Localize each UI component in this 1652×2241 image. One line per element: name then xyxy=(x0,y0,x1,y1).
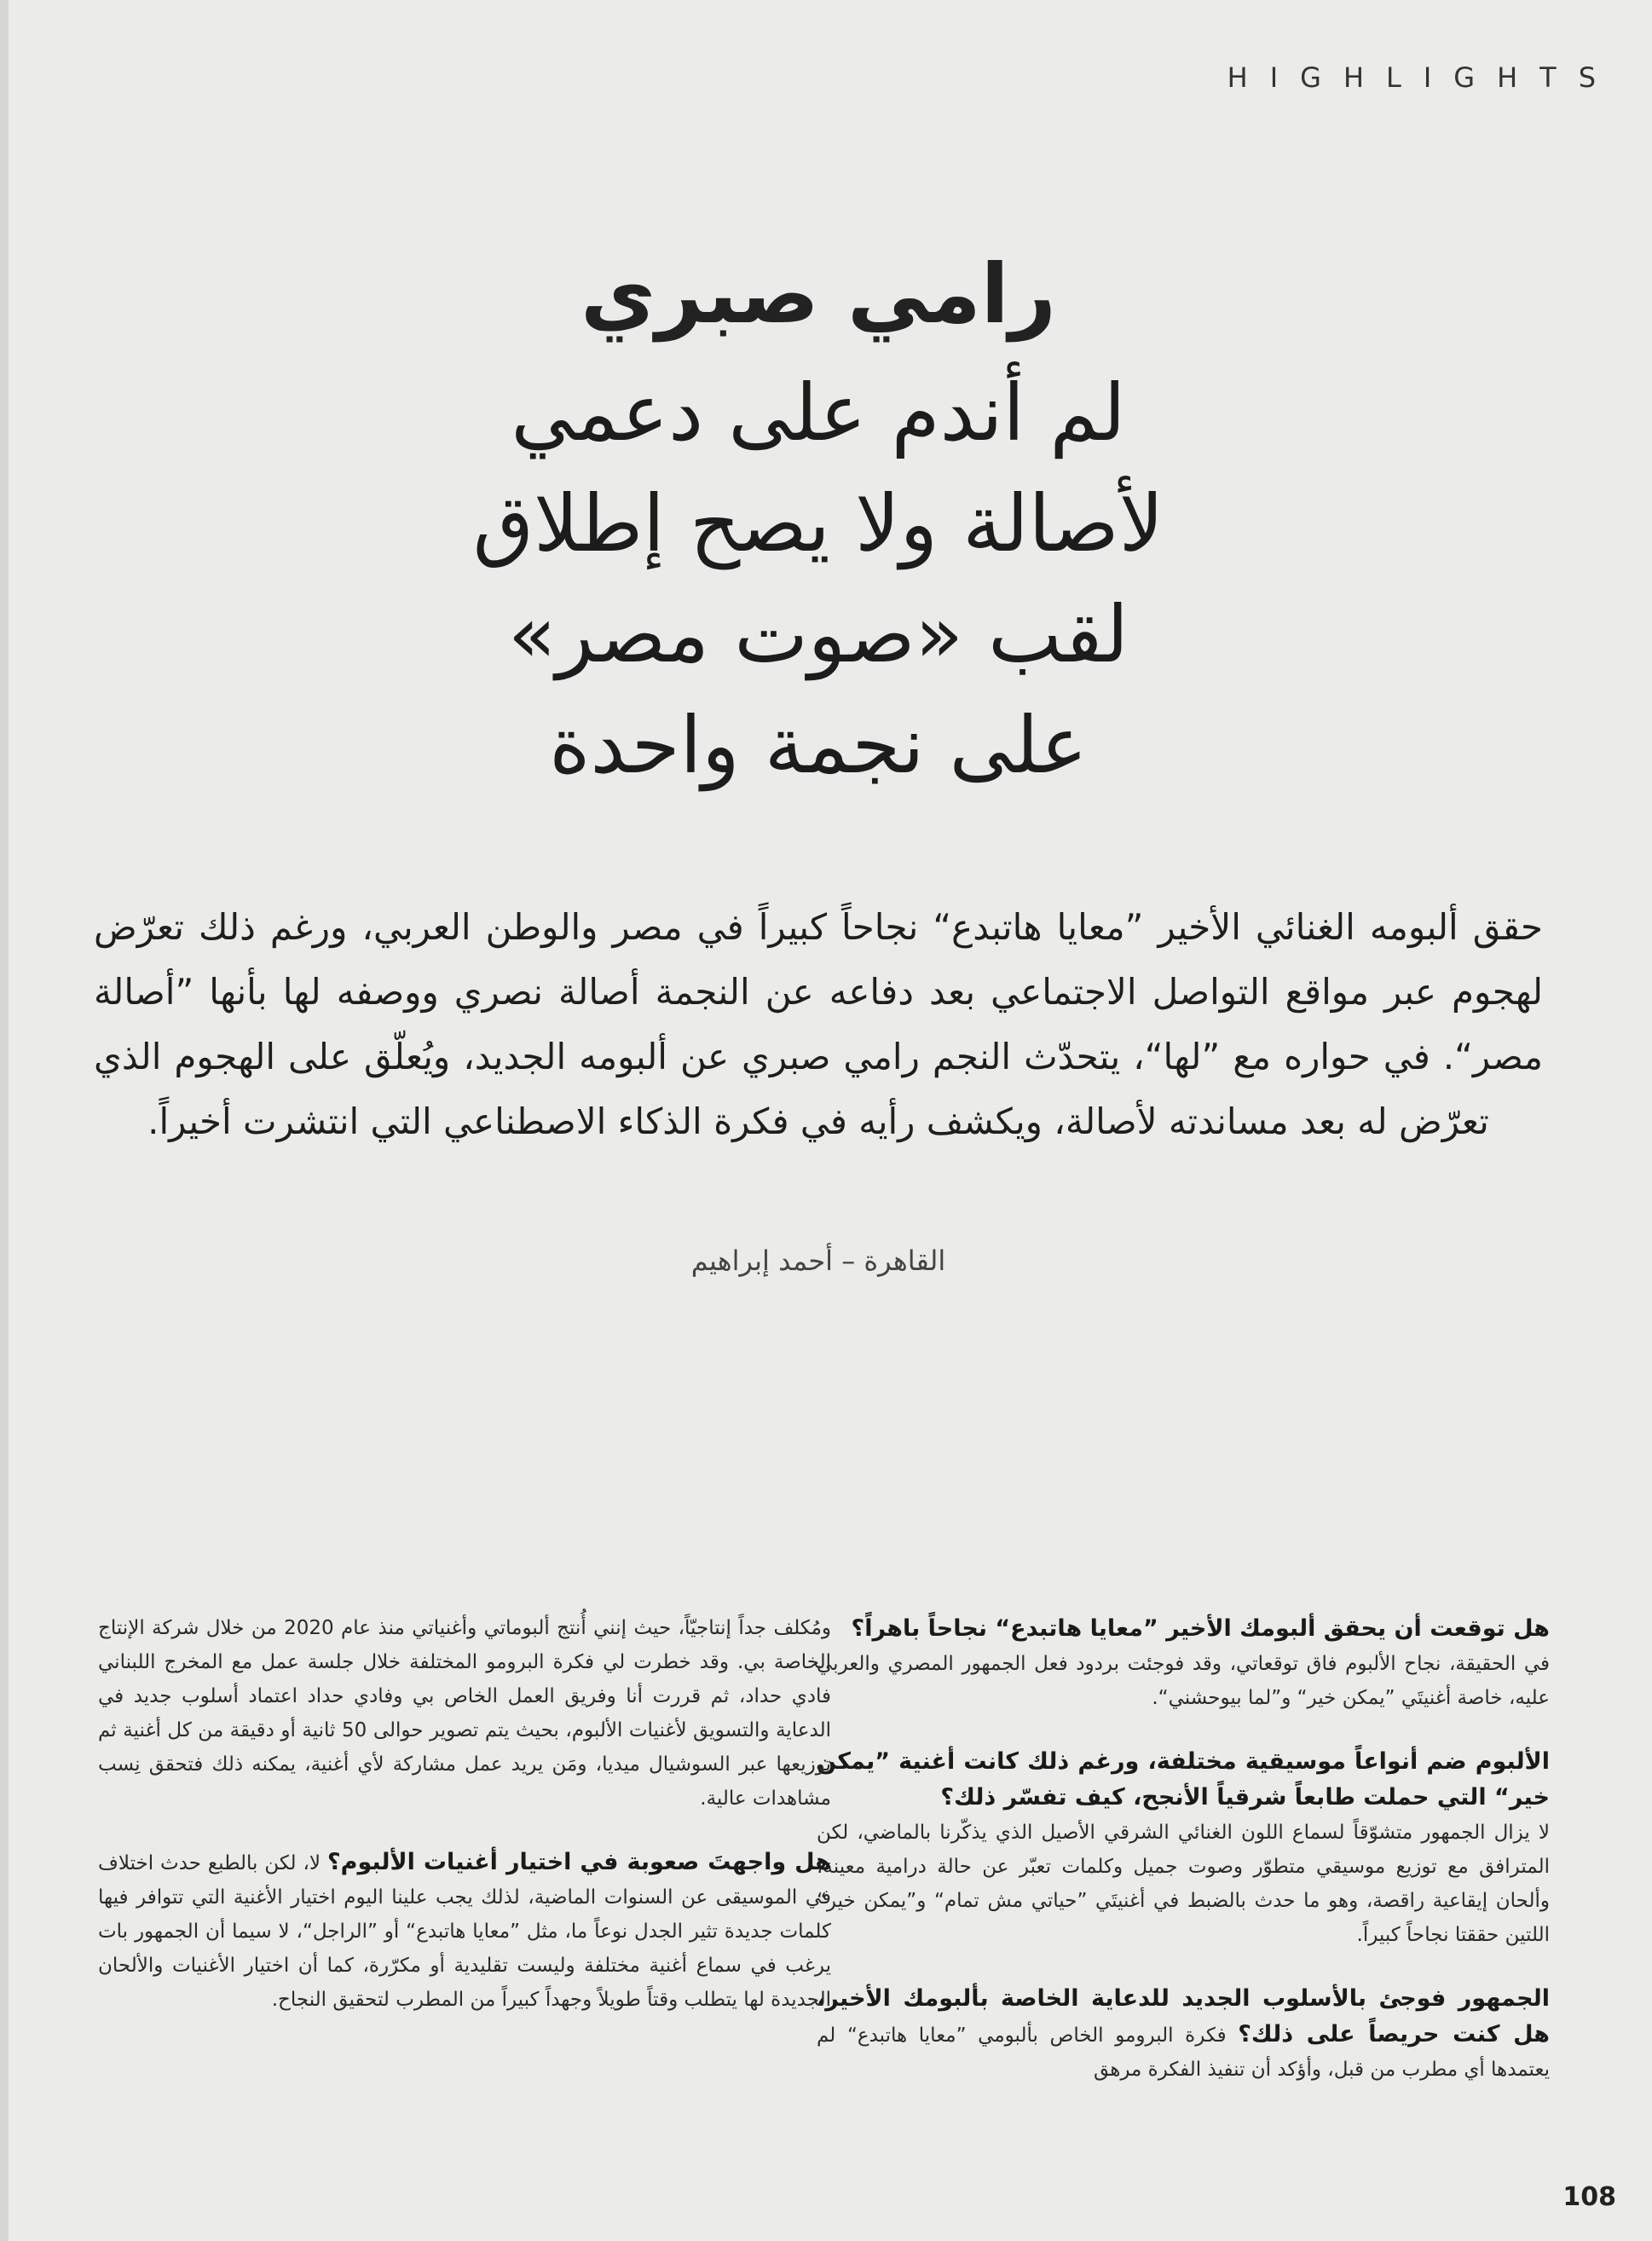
qa-block xyxy=(98,1845,831,2017)
qa-block xyxy=(817,1611,1550,1715)
article-column-left xyxy=(98,1611,831,2046)
page-edge xyxy=(0,0,9,2241)
question: الجمهور فوجئ بالأسلوب الجديد للدعاية الخاصة بألبومك الأخير، هل كنت حريصاً على ذلك؟ xyxy=(817,1985,1550,2048)
question: الألبوم ضم أنواعاً موسيقية مختلفة، ورغم ذلك كانت أغنية ”يمكن خير“ التي حملت طابعاً شرقياً الأنجح، كيف تفسّر ذلك؟ xyxy=(817,1748,1550,1811)
headline-name: رامي صبري xyxy=(581,246,1056,342)
answer: ومُكلف جداً إنتاجيّاً، حيث إنني أُنتج ألبوماتي وأغنياتي منذ عام 2020 من خلال شركة الإنتاج الخاصة بي. وقد خطرت لي فكرة البرومو المختلفة خلال جلسة عمل مع المخرج اللبناني فادي حداد، ثم قررت أنا وفريق العمل الخاص بي وفادي حداد اعتماد أسلوب جديد في الدعاية والتسويق لأغنيات الألبوم، بحيث يتم تصوير حوالى 50 ثانية أو دقيقة من كل أغنية ثم توزيعها عبر السوشيال ميديا، ومَن يريد عمل مشاركة لأي أغنية، يمكنه ذلك فتحقق نِسب مشاهدات عالية. xyxy=(98,1617,832,1810)
qa-block xyxy=(817,1744,1550,1952)
headline-line-2: لأصالة ولا يصح إطلاق xyxy=(472,478,1164,569)
headline-line-1: لم أندم على دعمي xyxy=(511,367,1126,459)
headline-line-4: على نجمة واحدة xyxy=(549,700,1088,791)
article-column-right xyxy=(817,1611,1550,2116)
question: هل واجهتَ صعوبة في اختيار أغنيات الألبوم؟ xyxy=(327,1849,832,1875)
answer: لا، لكن بالطبع حدث اختلاف في الموسيقى عن السنوات الماضية، لذلك يجب علينا اليوم اختيار الأغنية التي تتوافر فيها كلمات جديدة تثير الجدل نوعاً ما، مثل ”معايا هاتبدع“ أو ”الراجل“، لا سيما أن الجمهور بات يرغب في سماع أغنية مختلفة وليست تقليدية أو مكرّرة، كما أن اختيار الأغنيات والألحان الجديدة لها يتطلب وقتاً طويلاً وجهداً كبيراً من المطرب لتحقيق النجاح. xyxy=(98,1852,831,2011)
byline: القاهرة – أحمد إبراهيم xyxy=(690,1245,946,1277)
headline xyxy=(307,230,1330,801)
answer: لا يزال الجمهور متشوّقاً لسماع اللون الغنائي الشرقي الأصيل الذي يذكّرنا بالماضي، لكن المترافق مع توزيع موسيقي متطوّر وصوت جميل وكلمات تعبّر عن حالة درامية معينة، وألحان إيقاعية راقصة، وهو ما حدث بالضبط في أغنيتَي ”حياتي مش تمام“ و”يمكن خير“ اللتين حققتا نجاحاً كبيراً. xyxy=(817,1822,1550,1946)
question: هل توقعت أن يحقق ألبومك الأخير ”معايا هاتبدع“ نجاحاً باهراً؟ xyxy=(851,1615,1550,1642)
section-label: HIGHLIGHTS xyxy=(1227,61,1618,94)
headline-line-3: لقب «صوت مصر» xyxy=(507,589,1129,680)
qa-block xyxy=(817,1981,1550,2087)
answer: فكرة البرومو الخاص بألبومي ”معايا هاتبدع“ لم يعتمدها أي مطرب من قبل، وأؤكد أن تنفيذ الفكرة مرهق xyxy=(817,2024,1550,2081)
page-number: 108 xyxy=(1562,2182,1616,2212)
answer: في الحقيقة، نجاح الألبوم فاق توقعاتي، وقد فوجئت بردود فعل الجمهور المصري والعربي عليه، خاصة أغنيتَي ”يمكن خير“ و”لما بيوحشني“. xyxy=(817,1653,1550,1709)
intro-paragraph: حقق ألبومه الغنائي الأخير ”معايا هاتبدع“ نجاحاً كبيراً في مصر والوطن العربي، ورغم ذلك تعرّض لهجوم عبر مواقع التواصل الاجتماعي بعد دفاعه عن النجمة أصالة نصري ووصفه لها بأنها ”أصالة مصر“. في حواره مع ”لها“، يتحدّث النجم رامي صبري عن ألبومه الجديد، ويُعلّق على الهجوم الذي تعرّض له بعد مساندته لأصالة، ويكشف رأيه في فكرة الذكاء الاصطناعي التي انتشرت أخيراً. xyxy=(94,906,1543,1142)
qa-block xyxy=(98,1611,831,1816)
